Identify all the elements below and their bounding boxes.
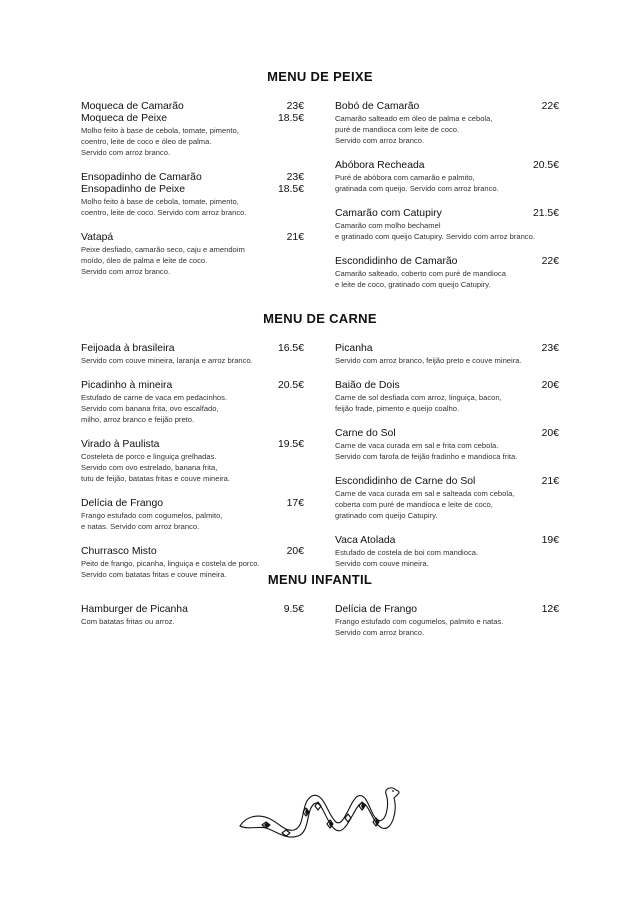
menu-item-vatapa bbox=[81, 232, 304, 277]
dish-name: Baião de Dois bbox=[335, 380, 400, 391]
dish-name: Virado à Paulista bbox=[81, 439, 160, 450]
dish-description-line: Camarão com molho bechamel bbox=[335, 221, 441, 230]
dish-name: Vaca Atolada bbox=[335, 535, 396, 546]
section-title-peixe: MENU DE PEIXE bbox=[267, 69, 373, 84]
dish-description-line: coentro, leite de coco e óleo de palma. bbox=[81, 137, 212, 146]
dish-description-line: Carne de sol desfiada com arroz, linguiça, bacon, bbox=[335, 393, 502, 402]
dish-description-line: Servido com farofa de feijão fradinho e mandioca frita. bbox=[335, 452, 518, 461]
menu-item-header bbox=[81, 546, 304, 558]
dish-description-line: gratinado com queijo Catupiry. bbox=[335, 511, 438, 520]
menu-item-header bbox=[81, 380, 304, 392]
dish-description-line: Servido com arroz branco. bbox=[335, 628, 425, 637]
dish-description-line: Frango estufado com cogumelos, palmito, bbox=[81, 511, 223, 520]
infantil-left-column bbox=[81, 604, 304, 641]
dish-description-line: Com batatas fritas ou arroz. bbox=[81, 617, 175, 626]
dish-name-variant: Ensopadinho de Peixe bbox=[81, 184, 185, 195]
dish-name: Ensopadinho de Camarão bbox=[81, 172, 202, 183]
menu-item-delicia-de-frango bbox=[335, 604, 559, 638]
menu-item-vaca-atolada bbox=[335, 535, 559, 569]
dish-description-line: Servido com arroz branco. bbox=[81, 267, 171, 276]
peixe-left-column bbox=[81, 101, 304, 291]
dish-price: 22€ bbox=[541, 256, 559, 267]
menu-item-header bbox=[335, 428, 559, 440]
menu-item-hamburger-de-picanha bbox=[81, 604, 304, 627]
dish-description-line: Servido com arroz branco. bbox=[335, 136, 425, 145]
dish-name: Picadinho à mineira bbox=[81, 380, 173, 391]
menu-item-header bbox=[81, 439, 304, 451]
dish-description-line: Camarão salteado em óleo de palma e cebola, bbox=[335, 114, 493, 123]
dish-price: 21.5€ bbox=[532, 208, 559, 219]
dish-price: 21€ bbox=[286, 232, 304, 243]
menu-item-escondidinho-de-camarao bbox=[335, 256, 559, 290]
menu-item-header bbox=[81, 498, 304, 510]
menu-item-header bbox=[335, 476, 559, 488]
dish-name: Bobó de Camarão bbox=[335, 101, 420, 112]
menu-item-header bbox=[335, 343, 559, 355]
menu-item-header bbox=[81, 101, 304, 113]
dish-description-line: Frango estufado com cogumelos, palmito e natas. bbox=[335, 617, 504, 626]
section-title-infantil: MENU INFANTIL bbox=[267, 572, 373, 587]
dish-description-line: puré de mandioca com leite de coco. bbox=[335, 125, 460, 134]
dish-name: Delícia de Frango bbox=[335, 604, 418, 615]
menu-item-header bbox=[335, 535, 559, 547]
menu-item-picanha bbox=[335, 343, 559, 366]
dish-price: 19€ bbox=[541, 535, 559, 546]
menu-item-header bbox=[81, 172, 304, 184]
dish-price: 16.5€ bbox=[277, 343, 304, 354]
dish-price: 23€ bbox=[286, 101, 304, 112]
dish-price: 22€ bbox=[541, 101, 559, 112]
menu-item-header bbox=[335, 160, 559, 172]
dish-description-line: feijão frade, pimento e queijo coalho. bbox=[335, 404, 460, 413]
menu-item-header bbox=[81, 604, 304, 616]
dish-description-line: Peixe desfiado, camarão seco, caju e amendoim bbox=[81, 245, 245, 254]
dish-description-line: milho, arroz branco e feijão preto. bbox=[81, 415, 195, 424]
dish-name: Picanha bbox=[335, 343, 373, 354]
dish-description-line: Molho feito à base de cebola, tomate, pimento, bbox=[81, 197, 239, 206]
dish-name-variant: Moqueca de Peixe bbox=[81, 113, 168, 124]
menu-item-picadinho-a-mineira bbox=[81, 380, 304, 425]
dish-price-variant: 18.5€ bbox=[277, 184, 304, 195]
dish-name: Escondidinho de Camarão bbox=[335, 256, 458, 267]
menu-item-escondidinho-de-carne-do-sol bbox=[335, 476, 559, 521]
dish-name: Feijoada à brasileira bbox=[81, 343, 175, 354]
dish-description-line: Estufado de carne de vaca em pedacinhos. bbox=[81, 393, 228, 402]
carne-left-column bbox=[81, 343, 304, 594]
menu-item-camarao-com-catupiry bbox=[335, 208, 559, 242]
dish-price: 20€ bbox=[541, 428, 559, 439]
menu-item-header bbox=[335, 101, 559, 113]
dish-price: 9.5€ bbox=[283, 604, 304, 615]
dish-price: 23€ bbox=[541, 343, 559, 354]
menu-item-bobo-de-camarao bbox=[335, 101, 559, 146]
dish-name: Moqueca de Camarão bbox=[81, 101, 184, 112]
dish-price-variant: 18.5€ bbox=[277, 113, 304, 124]
dish-description-line: e natas. Servido com arroz branco. bbox=[81, 522, 200, 531]
dish-description-line: coentro, leite de coco. Servido com arroz branco. bbox=[81, 208, 247, 217]
dish-description-line: Servido com couve mineira, laranja e arroz branco. bbox=[81, 356, 253, 365]
menu-item-delicia-de-frango bbox=[81, 498, 304, 532]
menu-item-header bbox=[81, 343, 304, 355]
dish-price: 19.5€ bbox=[277, 439, 304, 450]
menu-item-header bbox=[335, 380, 559, 392]
carne-right-column bbox=[335, 343, 559, 583]
menu-item-moqueca-de-camarao bbox=[81, 101, 304, 158]
dish-description-line: Estufado de costela de boi com mandioca. bbox=[335, 548, 479, 557]
menu-item-carne-do-sol bbox=[335, 428, 559, 462]
menu-item-virado-a-paulista bbox=[81, 439, 304, 484]
menu-item-header-variant bbox=[81, 113, 304, 125]
menu-item-feijoada-a-brasileira bbox=[81, 343, 304, 366]
dish-name: Abóbora Recheada bbox=[335, 160, 425, 171]
dish-description-line: Carne de vaca curada em sal e frita com cebola. bbox=[335, 441, 499, 450]
dish-name: Churrasco Misto bbox=[81, 546, 157, 557]
dish-price: 20€ bbox=[286, 546, 304, 557]
dish-description-line: Costeleta de porco e linguiça grelhadas. bbox=[81, 452, 217, 461]
dish-description-line: Servido com batatas fritas e couve mineira. bbox=[81, 570, 227, 579]
dish-name: Escondidinho de Carne do Sol bbox=[335, 476, 476, 487]
dish-price: 12€ bbox=[541, 604, 559, 615]
menu-item-header bbox=[335, 208, 559, 220]
dish-description-line: Camarão salteado, coberto com puré de mandioca bbox=[335, 269, 506, 278]
dish-price: 23€ bbox=[286, 172, 304, 183]
infantil-right-column bbox=[335, 604, 559, 652]
dish-description-line: e gratinado com queijo Catupiry. Servido com arroz branco. bbox=[335, 232, 535, 241]
dish-description-line: gratinada com queijo. Servido com arroz branco. bbox=[335, 184, 499, 193]
dish-description-line: Puré de abóbora com camarão e palmito, bbox=[335, 173, 475, 182]
dish-price: 21€ bbox=[541, 476, 559, 487]
dish-price: 20€ bbox=[541, 380, 559, 391]
dish-description-line: moído, óleo de palma e leite de coco. bbox=[81, 256, 208, 265]
menu-item-header bbox=[81, 232, 304, 244]
dish-description-line: Servido com arroz branco, feijão preto e couve mineira. bbox=[335, 356, 522, 365]
dish-name: Vatapá bbox=[81, 232, 114, 243]
menu-item-header bbox=[335, 256, 559, 268]
dish-description-line: Carne de vaca curada em sal e salteada com cebola, bbox=[335, 489, 515, 498]
menu-item-header bbox=[335, 604, 559, 616]
menu-item-baiao-de-dois bbox=[335, 380, 559, 414]
peixe-right-column bbox=[335, 101, 559, 304]
snake-illustration-icon bbox=[236, 786, 408, 840]
dish-price: 20.5€ bbox=[277, 380, 304, 391]
dish-description-line: Servido com ovo estrelado, banana frita, bbox=[81, 463, 218, 472]
dish-name: Hamburger de Picanha bbox=[81, 604, 188, 615]
dish-description-line: Peito de frango, picanha, linguiça e costela de porco. bbox=[81, 559, 260, 568]
dish-name: Delícia de Frango bbox=[81, 498, 164, 509]
dish-description-line: e leite de coco, gratinado com queijo Catupiry. bbox=[335, 280, 491, 289]
menu-item-abobora-recheada bbox=[335, 160, 559, 194]
dish-name: Camarão com Catupiry bbox=[335, 208, 442, 219]
dish-price: 17€ bbox=[286, 498, 304, 509]
dish-description-line: Servido com banana frita, ovo escalfado, bbox=[81, 404, 219, 413]
dish-description-line: Servido com couve mineira. bbox=[335, 559, 429, 568]
section-title-carne: MENU DE CARNE bbox=[263, 311, 377, 326]
menu-item-ensopadinho-de-camarao bbox=[81, 172, 304, 218]
menu-item-header-variant bbox=[81, 184, 304, 196]
dish-description-line: Molho feito à base de cebola, tomate, pimento, bbox=[81, 126, 239, 135]
dish-price: 20.5€ bbox=[532, 160, 559, 171]
dish-description-line: tutu de feijão, batatas fritas e couve mineira. bbox=[81, 474, 231, 483]
dish-description-line: Servido com arroz branco. bbox=[81, 148, 171, 157]
dish-description-line: coberta com puré de mandioca e leite de coco, bbox=[335, 500, 493, 509]
dish-name: Carne do Sol bbox=[335, 428, 396, 439]
